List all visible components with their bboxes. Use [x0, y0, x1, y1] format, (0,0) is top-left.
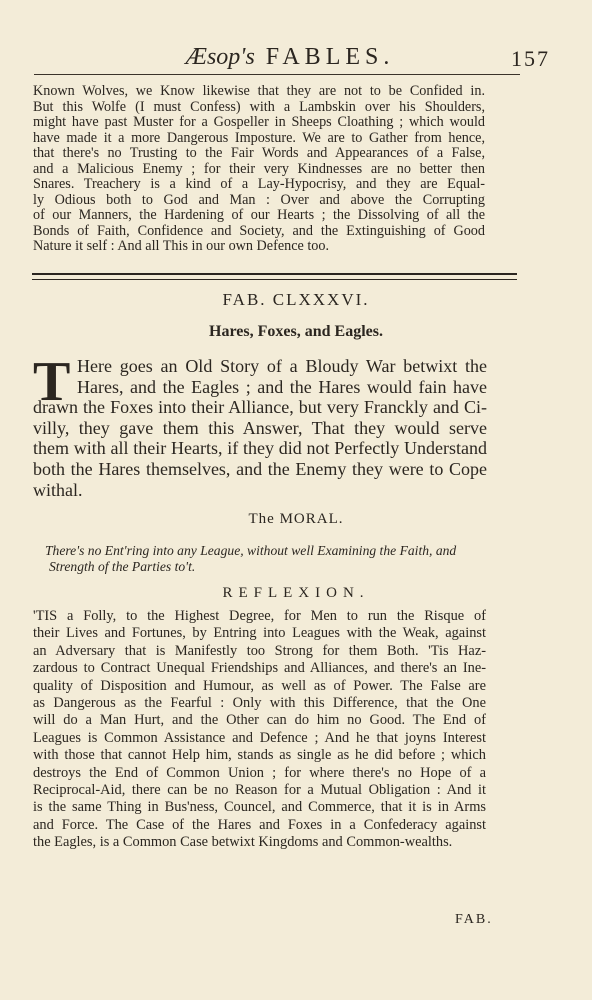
running-title [30, 44, 550, 71]
header-rule [34, 74, 520, 75]
reflexion-heading: REFLEXION. [222, 585, 370, 601]
intro-line: have made it a more Dangerous Imposture. We are to Gather from hence, [33, 130, 485, 146]
intro-line: of our Manners, the Hardening of our Hearts ; the Dissolving of all the [33, 208, 485, 223]
fable-line: withal. [33, 479, 83, 500]
reflexion-line: Leagues is Common Assistance and Defence ; And he that joyns Interest [33, 729, 486, 746]
section-divider-rule [32, 273, 517, 280]
catchword: FAB. [455, 912, 493, 927]
intro-line: Known Wolves, we Know likewise that they are not to be Confided in. [33, 84, 485, 99]
fable-line: both the Hares themselves, and the Enemy they were to Cope [33, 458, 487, 479]
running-title-prefix: Æsop's [185, 44, 255, 70]
running-title-main: FABLES. [265, 44, 395, 70]
fable-number: FAB. CLXXXVI. [222, 290, 370, 309]
reflexion-line: 'TIS a Folly, to the Highest Degree, for Men to run the Risque of [33, 608, 486, 624]
intro-line: Bonds of Faith, Confidence and Society, and the Extinguishing of Good [33, 223, 485, 239]
intro-line: might have past Muster for a Gospeller in Sheeps Cloathing ; which would [33, 115, 485, 130]
reflexion-paragraph [33, 608, 486, 852]
reflexion-line: zardous to Contract Unequal Friendships and Alliances, and there's an Ine- [33, 660, 486, 677]
intro-paragraph [33, 84, 485, 255]
reflexion-line: an Adversary that is Manifestly too Strong for them Both. 'Tis Haz- [33, 642, 486, 659]
fable-paragraph [33, 351, 487, 500]
reflexion-line: and Force. The Case of the Hares and Foxes in a Confederacy against [33, 816, 486, 833]
reflexion-line: quality of Disposition and Humour, as well as of Power. The False are [33, 677, 486, 694]
reflexion-line: destroys the End of Common Union ; for where there's no Hope of a [33, 764, 486, 781]
fable-line: them with all their Hearts, if they did not Perfectly Understand [33, 438, 487, 459]
reflexion-line: is the same Thing in Bus'ness, Councel, and Commerce, that it is in Arms [33, 799, 486, 816]
intro-line: Nature it self : And all This in our own Defence too. [33, 239, 330, 254]
moral-heading: The MORAL. [248, 511, 344, 527]
reflexion-line: their Lives and Fortunes, by Entring into Leagues with the Weak, against [33, 625, 486, 642]
moral-text [45, 543, 485, 574]
reflexion-line: the Eagles, is a Common Case betwixt Kingdoms and Common-wealths. [33, 834, 453, 851]
fable-line: Here goes an Old Story of a Bloudy War betwixt the [77, 356, 487, 376]
moral-line: Strength of the Parties to't. [49, 558, 196, 574]
running-header [30, 44, 550, 74]
fable-line: drawn the Foxes into their Alliance, but very Franckly and Ci- [33, 397, 487, 418]
reflexion-line: as Dangerous as the Fearful : Only with this Difference, that the One [33, 695, 486, 712]
intro-line: But this Wolfe (I must Confess) with a Lambskin over his Shoulders, [33, 99, 485, 115]
intro-line: that there's no Trusting to the Fair Words and Appearances of a False, [33, 146, 485, 161]
drop-cap: T [33, 351, 71, 413]
fable-line: Hares, and the Eagles ; and the Hares would fain have [77, 376, 487, 397]
reflexion-line: will do a Man Hurt, and the Other can do him no Good. The End of [33, 712, 486, 729]
page-number: 157 [511, 46, 550, 71]
moral-line: There's no Ent'ring into any League, without well Examining the Faith, and [45, 543, 457, 558]
fable-title: Hares, Foxes, and Eagles. [209, 323, 383, 340]
intro-line: and a Malicious Enemy ; for their very Kindnesses are no better then [33, 161, 485, 177]
reflexion-line: Reciprocal-Aid, there can be no Reason for a Mutual Obligation : And it [33, 782, 486, 799]
intro-line: ly Odious both to God and Man : Over and above the Corrupting [33, 192, 485, 208]
reflexion-line: with those that cannot Help him, stands as single as he did before ; which [33, 747, 486, 764]
intro-line: Snares. Treachery is a kind of a Lay-Hypocrisy, and they are Equal- [33, 177, 485, 192]
fable-line: villy, they gave them this Answer, That they would serve [33, 417, 487, 438]
